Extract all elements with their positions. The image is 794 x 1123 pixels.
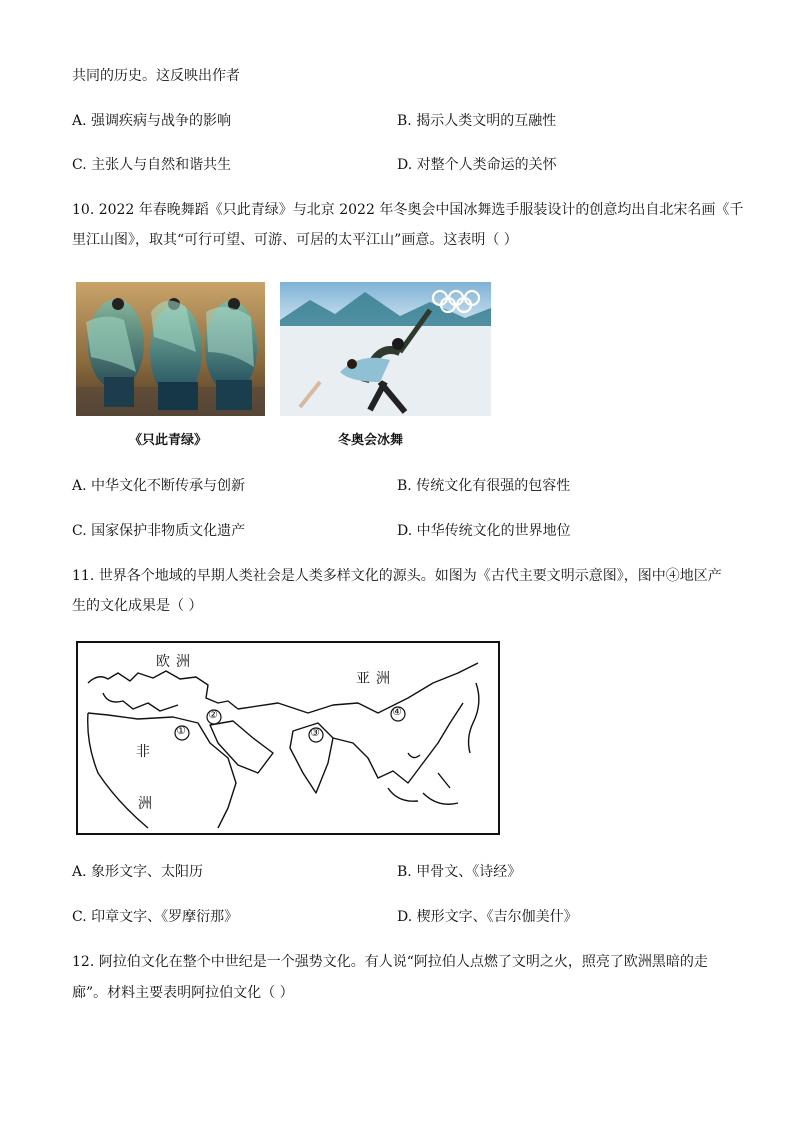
ice-dance-photo <box>280 282 491 416</box>
q11-stem-line1: 11. 世界各个地域的早期人类社会是人类多样文化的源头。如图为《古代主要文明示意图》，图中④地区产 <box>72 568 722 584</box>
q11-option-c[interactable]: C. 印章文字、《罗摩衍那》 <box>72 909 239 925</box>
q11-stem-line2: 生的文化成果是（ ） <box>72 598 203 614</box>
map-marker-3: ③ <box>310 726 320 739</box>
q9-stem-tail: 共同的历史。这反映出作者 <box>72 68 240 84</box>
map-label-europe: 欧洲 <box>156 654 196 670</box>
map-marker-1: ① <box>176 724 186 737</box>
q11-option-a[interactable]: A. 象形文字、太阳历 <box>72 864 204 880</box>
q9-option-c[interactable]: C. 主张人与自然和谐共生 <box>72 157 232 173</box>
ice-dance-photo-caption: 冬奥会冰舞 <box>338 433 404 448</box>
map-marker-2: ② <box>208 708 218 721</box>
civilizations-map <box>76 641 500 835</box>
q10-option-c[interactable]: C. 国家保护非物质文化遗产 <box>72 523 246 539</box>
q12-stem-line2: 廊”。材料主要表明阿拉伯文化（ ） <box>72 985 294 1001</box>
dance-photo <box>76 282 265 416</box>
q11-option-b[interactable]: B. 甲骨文、《诗经》 <box>397 864 522 880</box>
map-marker-4: ④ <box>392 705 402 718</box>
q9-option-d[interactable]: D. 对整个人类命运的关怀 <box>397 157 557 173</box>
q10-option-d[interactable]: D. 中华传统文化的世界地位 <box>397 523 571 539</box>
q10-stem-line2: 里江山图》，取其“可行可望、可游、可居的太平江山”画意。这表明（ ） <box>72 232 518 248</box>
q9-option-a[interactable]: A. 强调疾病与战争的影响 <box>72 113 232 129</box>
map-label-africa-2: 洲 <box>138 796 158 812</box>
q10-option-a[interactable]: A. 中华文化不断传承与创新 <box>72 478 246 494</box>
dance-photo-caption: 《只此青绿》 <box>129 433 208 448</box>
map-label-asia: 亚洲 <box>356 671 396 687</box>
q11-option-d[interactable]: D. 楔形文字、《吉尔伽美什》 <box>397 909 578 925</box>
q9-option-b[interactable]: B. 揭示人类文明的互融性 <box>397 113 557 129</box>
q12-stem-line1: 12. 阿拉伯文化在整个中世纪是一个强势文化。有人说“阿拉伯人点燃了文明之火，照亮了欧洲黑暗的走 <box>72 954 708 970</box>
q10-stem-line1: 10. 2022 年春晚舞蹈《只此青绿》与北京 2022 年冬奥会中国冰舞选手服装设计的创意均出自北宋名画《千 <box>72 202 744 218</box>
map-label-africa-1: 非 <box>136 744 156 760</box>
q10-option-b[interactable]: B. 传统文化有很强的包容性 <box>397 478 571 494</box>
